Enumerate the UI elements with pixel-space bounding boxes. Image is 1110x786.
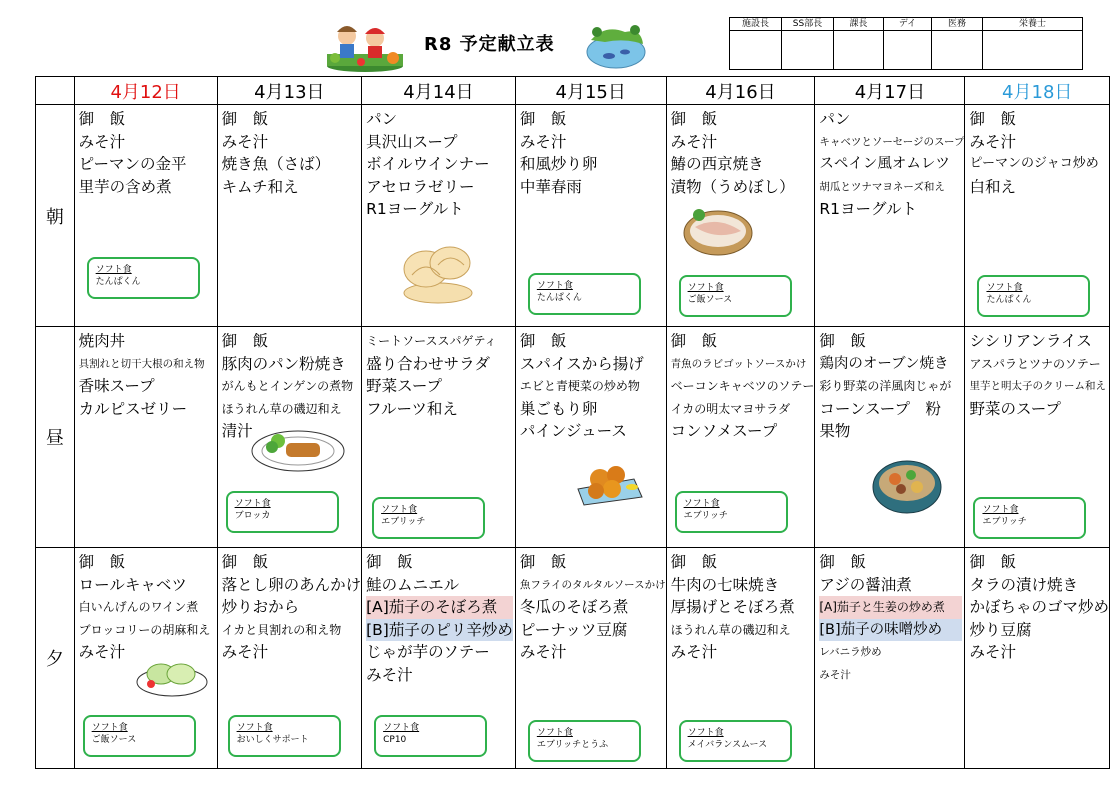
menu-item: 漬物（うめぼし） xyxy=(670,177,795,196)
menu-item: 里芋の含め煮 xyxy=(78,177,172,196)
menu-item: キャベツとソーセージのスープ xyxy=(819,135,965,148)
menu-item: 御 飯 xyxy=(670,553,718,571)
menu-item: シシリアンライス xyxy=(969,332,1092,350)
soft-food-box xyxy=(528,273,641,315)
menu-item: 牛肉の七味焼き xyxy=(670,575,780,594)
soft-food-box xyxy=(372,497,485,539)
menu-item: イカの明太マヨサラダ xyxy=(670,401,791,416)
menu-item: [B]茄子のピリ辛炒め xyxy=(366,619,513,642)
menu-item: ピーマンのジャコ炒め xyxy=(969,156,1099,171)
menu-item: 和風炒り卵 xyxy=(519,155,598,173)
date-header: 4月13日 xyxy=(217,77,362,105)
soft-food-label: ソフト食 xyxy=(95,265,132,275)
stamp-box xyxy=(884,31,932,70)
soft-food-note: CP10 xyxy=(383,735,407,745)
menu-item: [A]茄子のそぼろ煮 xyxy=(366,596,513,619)
menu-cell-breakfast xyxy=(815,105,965,327)
menu-item: カルピスゼリー xyxy=(78,399,188,418)
menu-item: ロールキャベツ xyxy=(78,575,187,594)
stew-bowl-illustration xyxy=(871,457,943,521)
menu-item: 香味スープ xyxy=(78,377,155,395)
menu-item: 御 飯 xyxy=(221,553,269,571)
menu-cell-dinner xyxy=(965,548,1110,769)
date-header: 4月18日 xyxy=(965,77,1110,105)
children-vegetables-illustration xyxy=(325,18,405,72)
menu-item: 御 飯 xyxy=(519,332,567,350)
soft-food-note: エブリッチ xyxy=(982,517,1027,527)
stamp-box xyxy=(932,31,983,70)
meal-label-dinner: 夕 xyxy=(36,548,75,769)
date-header: 4月14日 xyxy=(362,77,516,105)
stamp-box xyxy=(782,31,834,70)
menu-item: キムチ和え xyxy=(221,177,299,196)
soft-food-note: たんぱくん xyxy=(536,293,582,303)
menu-item: タラの漬け焼き xyxy=(969,575,1078,594)
soft-food-box xyxy=(87,257,200,299)
menu-item: みそ汁 xyxy=(221,132,269,151)
stamp-header-director: 施設長 xyxy=(730,18,782,31)
menu-item: 里芋と明太子のクリーム和え xyxy=(969,380,1106,392)
soft-food-note: エブリッチ xyxy=(381,517,426,527)
menu-item: 御 飯 xyxy=(969,553,1016,571)
menu-item: 厚揚げとそぼろ煮 xyxy=(670,598,795,616)
stamp-box xyxy=(730,31,782,70)
menu-item: 御 飯 xyxy=(519,110,567,128)
menu-item: 御 飯 xyxy=(819,332,866,350)
soft-food-label: ソフト食 xyxy=(986,283,1023,293)
menu-item: 果物 xyxy=(819,422,851,440)
date-header: 4月17日 xyxy=(815,77,965,105)
menu-cell-breakfast xyxy=(965,105,1110,327)
menu-item: R1ヨーグルト xyxy=(366,200,464,218)
menu-item: みそ汁 xyxy=(969,643,1016,661)
soft-food-label: ソフト食 xyxy=(381,505,418,515)
menu-item: 炒り豆腐 xyxy=(969,620,1032,639)
stamp-header-medical: 医務 xyxy=(932,18,983,31)
menu-item: ベーコンキャベツのソテー xyxy=(670,379,815,393)
menu-item: 野菜のスープ xyxy=(969,399,1061,418)
menu-item: 具割れと切干大根の和え物 xyxy=(78,357,205,370)
menu-item: じゃが芋のソテー xyxy=(366,643,490,661)
menu-item: 御 飯 xyxy=(78,553,126,571)
soft-food-note: エブリッチとうふ xyxy=(536,740,609,750)
menu-cell-lunch xyxy=(515,327,666,548)
menu-item: スパイスから揚げ xyxy=(519,354,644,373)
menu-item: 鶏肉のオーブン焼き xyxy=(819,355,949,372)
soft-food-box xyxy=(374,715,487,757)
menu-item: スペイン風オムレツ xyxy=(819,156,950,172)
soft-food-box xyxy=(973,497,1086,539)
menu-item: イカと貝割れの和え物 xyxy=(221,622,342,637)
menu-cell-dinner xyxy=(815,548,965,769)
pond-illustration xyxy=(585,22,647,70)
menu-cell-breakfast xyxy=(666,105,815,327)
menu-cell-lunch xyxy=(217,327,362,548)
menu-cell-lunch xyxy=(666,327,815,548)
menu-item: みそ汁 xyxy=(78,643,126,661)
menu-item: 白いんげんのワイン煮 xyxy=(78,600,199,614)
menu-cell-dinner xyxy=(362,548,516,769)
soft-food-box xyxy=(83,715,196,757)
soft-food-label: ソフト食 xyxy=(234,499,271,509)
menu-item: エビと青梗菜の炒め物 xyxy=(519,379,640,393)
grilled-fish-illustration xyxy=(681,205,755,261)
soft-food-label: ソフト食 xyxy=(536,281,573,291)
menu-item: 御 飯 xyxy=(221,332,269,350)
menu-item: レバニラ炒め xyxy=(819,646,882,658)
menu-item: ミートソーススパゲティ xyxy=(366,334,497,348)
menu-item: 御 飯 xyxy=(366,553,413,571)
menu-item: [B]茄子の味噌炒め xyxy=(819,619,962,642)
menu-item: 焼肉丼 xyxy=(78,332,126,350)
menu-item: コーンスープ 粉 xyxy=(819,399,942,418)
menu-item: 冬瓜のそぼろ煮 xyxy=(519,598,629,616)
soft-food-box xyxy=(679,720,792,762)
menu-item: がんもとインゲンの煮物 xyxy=(221,379,354,393)
menu-item: 中華春雨 xyxy=(519,177,582,196)
date-header: 4月15日 xyxy=(515,77,666,105)
pork-cutlet-plate-illustration xyxy=(250,427,346,477)
menu-item: アスパラとツナのソテー xyxy=(969,356,1101,371)
menu-item: パン xyxy=(819,110,851,128)
croissant-illustration xyxy=(398,235,480,309)
menu-item: 巣ごもり卵 xyxy=(519,399,598,418)
menu-item: R1ヨーグルト xyxy=(819,200,918,218)
stamp-header-dietitian: 栄養士 xyxy=(983,18,1083,31)
soft-food-label: ソフト食 xyxy=(687,283,724,293)
fried-chicken-illustration xyxy=(574,449,646,511)
menu-item: ほうれん草の磯辺和え xyxy=(221,401,342,416)
menu-item: みそ汁 xyxy=(519,643,567,661)
menu-cell-lunch xyxy=(362,327,516,548)
soft-food-note: エブリッチ xyxy=(683,511,728,521)
menu-item: パインジュース xyxy=(519,422,627,440)
soft-food-label: ソフト食 xyxy=(236,723,273,733)
menu-item: 御 飯 xyxy=(670,110,718,128)
menu-cell-lunch xyxy=(965,327,1110,548)
menu-cell-lunch xyxy=(74,327,217,548)
menu-item: みそ汁 xyxy=(78,132,126,151)
menu-item: 落とし卵のあんかけ xyxy=(221,575,362,594)
menu-item: 御 飯 xyxy=(969,110,1016,128)
menu-item: みそ汁 xyxy=(670,643,718,661)
menu-item: 御 飯 xyxy=(519,553,567,571)
corner-cell xyxy=(36,77,75,105)
soft-food-label: ソフト食 xyxy=(536,728,573,738)
soft-food-note: ブロッカ xyxy=(234,511,271,521)
menu-item: 盛り合わせサラダ xyxy=(366,354,490,373)
page-title: R8 予定献立表 xyxy=(424,34,555,55)
menu-item: ピーナッツ豆腐 xyxy=(519,620,628,639)
menu-item: 彩り野菜の洋風肉じゃが xyxy=(819,379,952,393)
stamp-header-ss-manager: SS部長 xyxy=(782,18,834,31)
menu-cell-dinner xyxy=(74,548,217,769)
menu-item: 豚肉のパン粉焼き xyxy=(221,354,346,373)
soft-food-label: ソフト食 xyxy=(683,499,720,509)
menu-item: ボイルウインナー xyxy=(366,155,490,173)
menu-item: みそ汁 xyxy=(366,665,413,684)
menu-item: みそ汁 xyxy=(221,643,269,661)
menu-item: 魚フライのタルタルソースかけ xyxy=(519,578,666,591)
menu-item: 白和え xyxy=(969,177,1016,196)
menu-item: 清汁 xyxy=(221,422,253,440)
stamp-box xyxy=(983,31,1083,70)
soft-food-note: ご飯ソース xyxy=(91,735,137,745)
menu-item: コンソメスープ xyxy=(670,422,778,440)
soft-food-label: ソフト食 xyxy=(91,723,128,733)
soft-food-box xyxy=(528,720,641,762)
menu-item: 青魚のラビゴットソースかけ xyxy=(670,357,807,370)
menu-item: みそ汁 xyxy=(670,132,718,151)
menu-item: 焼き魚（さば） xyxy=(221,155,331,173)
menu-item: アセロラゼリー xyxy=(366,177,475,196)
menu-item: [A]茄子と生姜の炒め煮 xyxy=(819,596,962,619)
soft-food-note: たんぱくん xyxy=(986,295,1032,305)
menu-item: 鰆の西京焼き xyxy=(670,155,764,173)
menu-cell-dinner xyxy=(515,548,666,769)
stamp-header-day-service: デイ xyxy=(884,18,932,31)
soft-food-box xyxy=(977,275,1090,317)
menu-item: フルーツ和え xyxy=(366,399,458,418)
menu-table xyxy=(35,76,1110,769)
menu-item: 野菜スープ xyxy=(366,377,443,395)
soft-food-note: たんぱくん xyxy=(95,277,141,287)
menu-item: アジの醤油煮 xyxy=(819,575,912,594)
approval-stamp-table xyxy=(729,17,1083,70)
menu-cell-breakfast xyxy=(362,105,516,327)
menu-item: みそ汁 xyxy=(519,132,567,151)
menu-item: 御 飯 xyxy=(221,110,269,128)
menu-cell-dinner xyxy=(217,548,362,769)
menu-item: かぼちゃのゴマ炒め xyxy=(969,598,1109,616)
date-header: 4月12日 xyxy=(74,77,217,105)
stamp-header-section-chief: 課長 xyxy=(834,18,884,31)
soft-food-box xyxy=(679,275,792,317)
menu-item: ブロッコリーの胡麻和え xyxy=(78,622,211,637)
soft-food-box xyxy=(228,715,341,757)
soft-food-note: ご飯ソース xyxy=(687,295,733,305)
soft-food-box xyxy=(675,491,788,533)
menu-item: 炒りおから xyxy=(221,598,300,616)
menu-item: 胡瓜とツナマヨネーズ和え xyxy=(819,180,945,193)
soft-food-note: メイバランスムース xyxy=(687,740,768,750)
menu-item: ピーマンの金平 xyxy=(78,155,187,173)
soft-food-box xyxy=(226,491,339,533)
menu-cell-breakfast xyxy=(217,105,362,327)
menu-item: ほうれん草の磯辺和え xyxy=(670,622,791,637)
menu-item: 御 飯 xyxy=(78,110,126,128)
menu-item: パン xyxy=(366,110,398,128)
menu-cell-breakfast xyxy=(515,105,666,327)
menu-item: 御 飯 xyxy=(819,553,866,571)
menu-cell-lunch xyxy=(815,327,965,548)
menu-cell-breakfast xyxy=(74,105,217,327)
menu-cell-dinner xyxy=(666,548,815,769)
soft-food-label: ソフト食 xyxy=(982,505,1019,515)
soft-food-label: ソフト食 xyxy=(383,723,420,733)
soft-food-note: おいしくサポート xyxy=(236,735,309,745)
meal-label-breakfast: 朝 xyxy=(36,105,75,327)
cabbage-roll-illustration xyxy=(135,654,209,702)
menu-item: 御 飯 xyxy=(670,332,718,350)
menu-item: みそ汁 xyxy=(819,668,851,681)
menu-item: みそ汁 xyxy=(969,132,1016,151)
menu-item: 具沢山スープ xyxy=(366,132,458,151)
soft-food-label: ソフト食 xyxy=(687,728,724,738)
stamp-box xyxy=(834,31,884,70)
menu-item: 鮭のムニエル xyxy=(366,575,460,594)
date-header: 4月16日 xyxy=(666,77,815,105)
meal-label-lunch: 昼 xyxy=(36,327,75,548)
